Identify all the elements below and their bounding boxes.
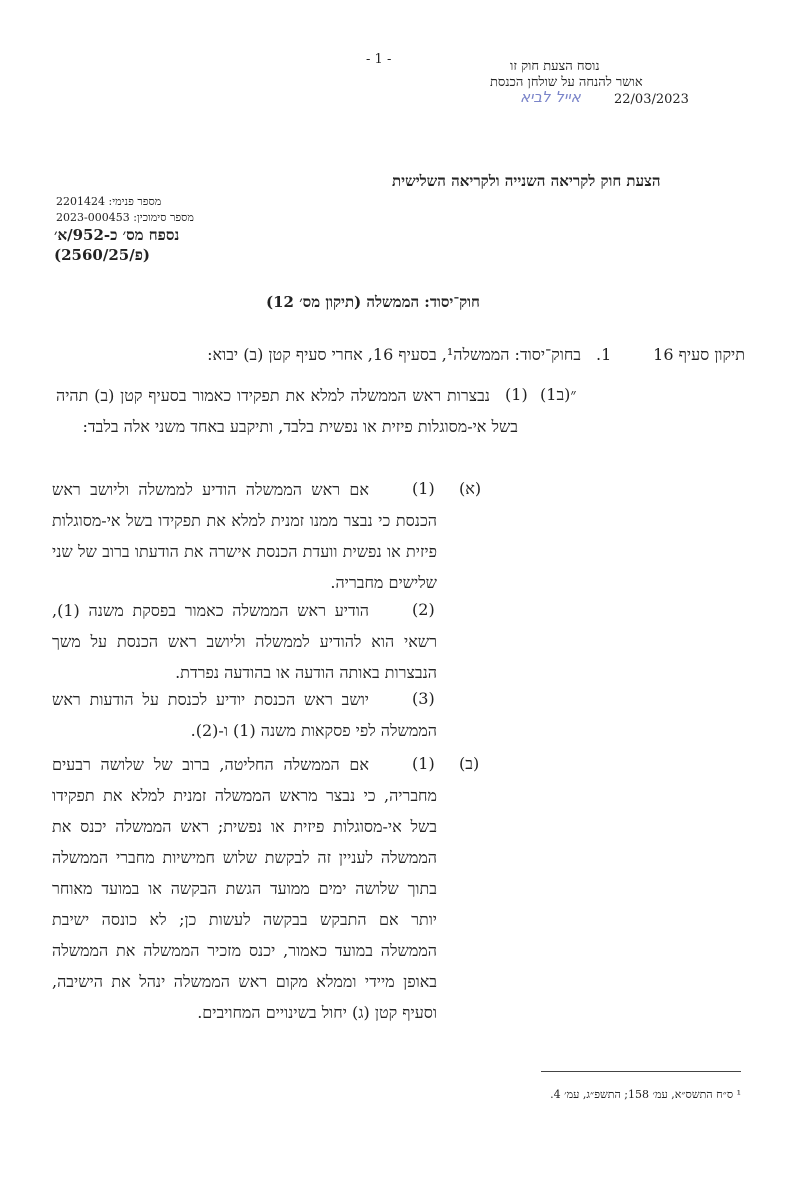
- clause-b1-num: (1): [412, 754, 435, 773]
- clause-a1-text: אם ראש הממשלה הודיע לממשלה וליושב ראש הכנסת כי נבצר ממנו זמנית למלא את תפקידו בשל אי-מסוגלות פיזית או נפשית וועדת הכנסת אישרה את הודעתו ברוב של שני שלישים מחבריה.: [52, 480, 437, 592]
- footnote-separator: [541, 1071, 741, 1072]
- section-number: 1.: [596, 345, 612, 364]
- internal-number: מספר פנימי: 2201424: [56, 195, 162, 208]
- law-title: חוק־יסוד: הממשלה (תיקון מס׳ 12): [266, 293, 480, 311]
- clause-a2-num: (2): [412, 600, 435, 619]
- appendix-number: נספח מס׳ כ-952/א׳: [54, 226, 180, 244]
- reference-number: מספר סימוכין: 2023-000453: [56, 211, 194, 224]
- clause-b-label: (ב): [459, 754, 480, 773]
- subsection-b1-label: ״(ב1): [540, 385, 577, 404]
- version-title: נוסח הצעת חוק זו: [510, 59, 600, 74]
- clause-a2-text: הודיע ראש הממשלה כאמור בפסקת משנה (1), רשאי הוא להודיע לממשלה וליושב ראש הכנסת על משך הנבצרות באותה הודעה או בהודעה נפרדת.: [52, 601, 437, 682]
- document-heading: הצעת חוק לקריאה השנייה ולקריאה השלישית: [392, 172, 661, 190]
- clause-a-label: (א): [459, 479, 482, 498]
- clause-b1-text: אם הממשלה החליטה, ברוב של שלושה רבעים מחבריה, כי נבצר מראש הממשלה זמנית למלא את תפקידו בשל אי-מסוגלות פיזית או נפשית; ראש הממשלה יכנס את הממשלה לעניין זה לבקשת שלוש חמישיות מחברי הממשלה בתוך שלושה ימים ממועד הגשת הבקשה או במועד מאוחר יותר אם התבקש בבקשה לעשות כן; לא כונסה ישיבת הממשלה במועד כאמור, יכנס מזכיר הממשלה את הממשלה באופן מיידי וממלא מקום ראש הממשלה ינהל את הישיבה, וסעיף קטן (ג) יחול בשינויים המחויבים.: [52, 755, 437, 1022]
- subsection-b1-num: (1): [505, 385, 528, 404]
- clause-a3-text: יושב ראש הכנסת יודיע לכנסת על הודעות ראש הממשלה לפי פסקאות משנה (1) ו-(2).: [52, 690, 437, 740]
- clause-a1-num: (1): [412, 479, 435, 498]
- approval-date: 22/03/2023: [614, 92, 689, 107]
- approval-line: אושר להנחה על שולחן הכנסת: [490, 75, 643, 90]
- clause-a3-num: (3): [412, 689, 435, 708]
- page-number: - 1 -: [366, 52, 392, 67]
- file-code: (פ/2560/25): [54, 246, 150, 264]
- subsection-b1-text: נבצרות ראש הממשלה למלא את תפקידו כאמור בסעיף קטן (ב) תהיה בשל אי-מסוגלות פיזית או נפשית בלבד, ותיקבע באחד משני אלה בלבד:: [56, 386, 518, 436]
- section-intro: בחוק־יסוד: הממשלה¹, בסעיף 16, אחרי סעיף קטן (ב) יבוא:: [207, 345, 581, 364]
- footnote: ¹ ס״ח התשס״א, עמ׳ 158; התשפ״ג, עמ׳ 4.: [550, 1088, 741, 1101]
- signature: אייל לביא: [520, 88, 581, 106]
- margin-title: תיקון סעיף 16: [653, 345, 745, 364]
